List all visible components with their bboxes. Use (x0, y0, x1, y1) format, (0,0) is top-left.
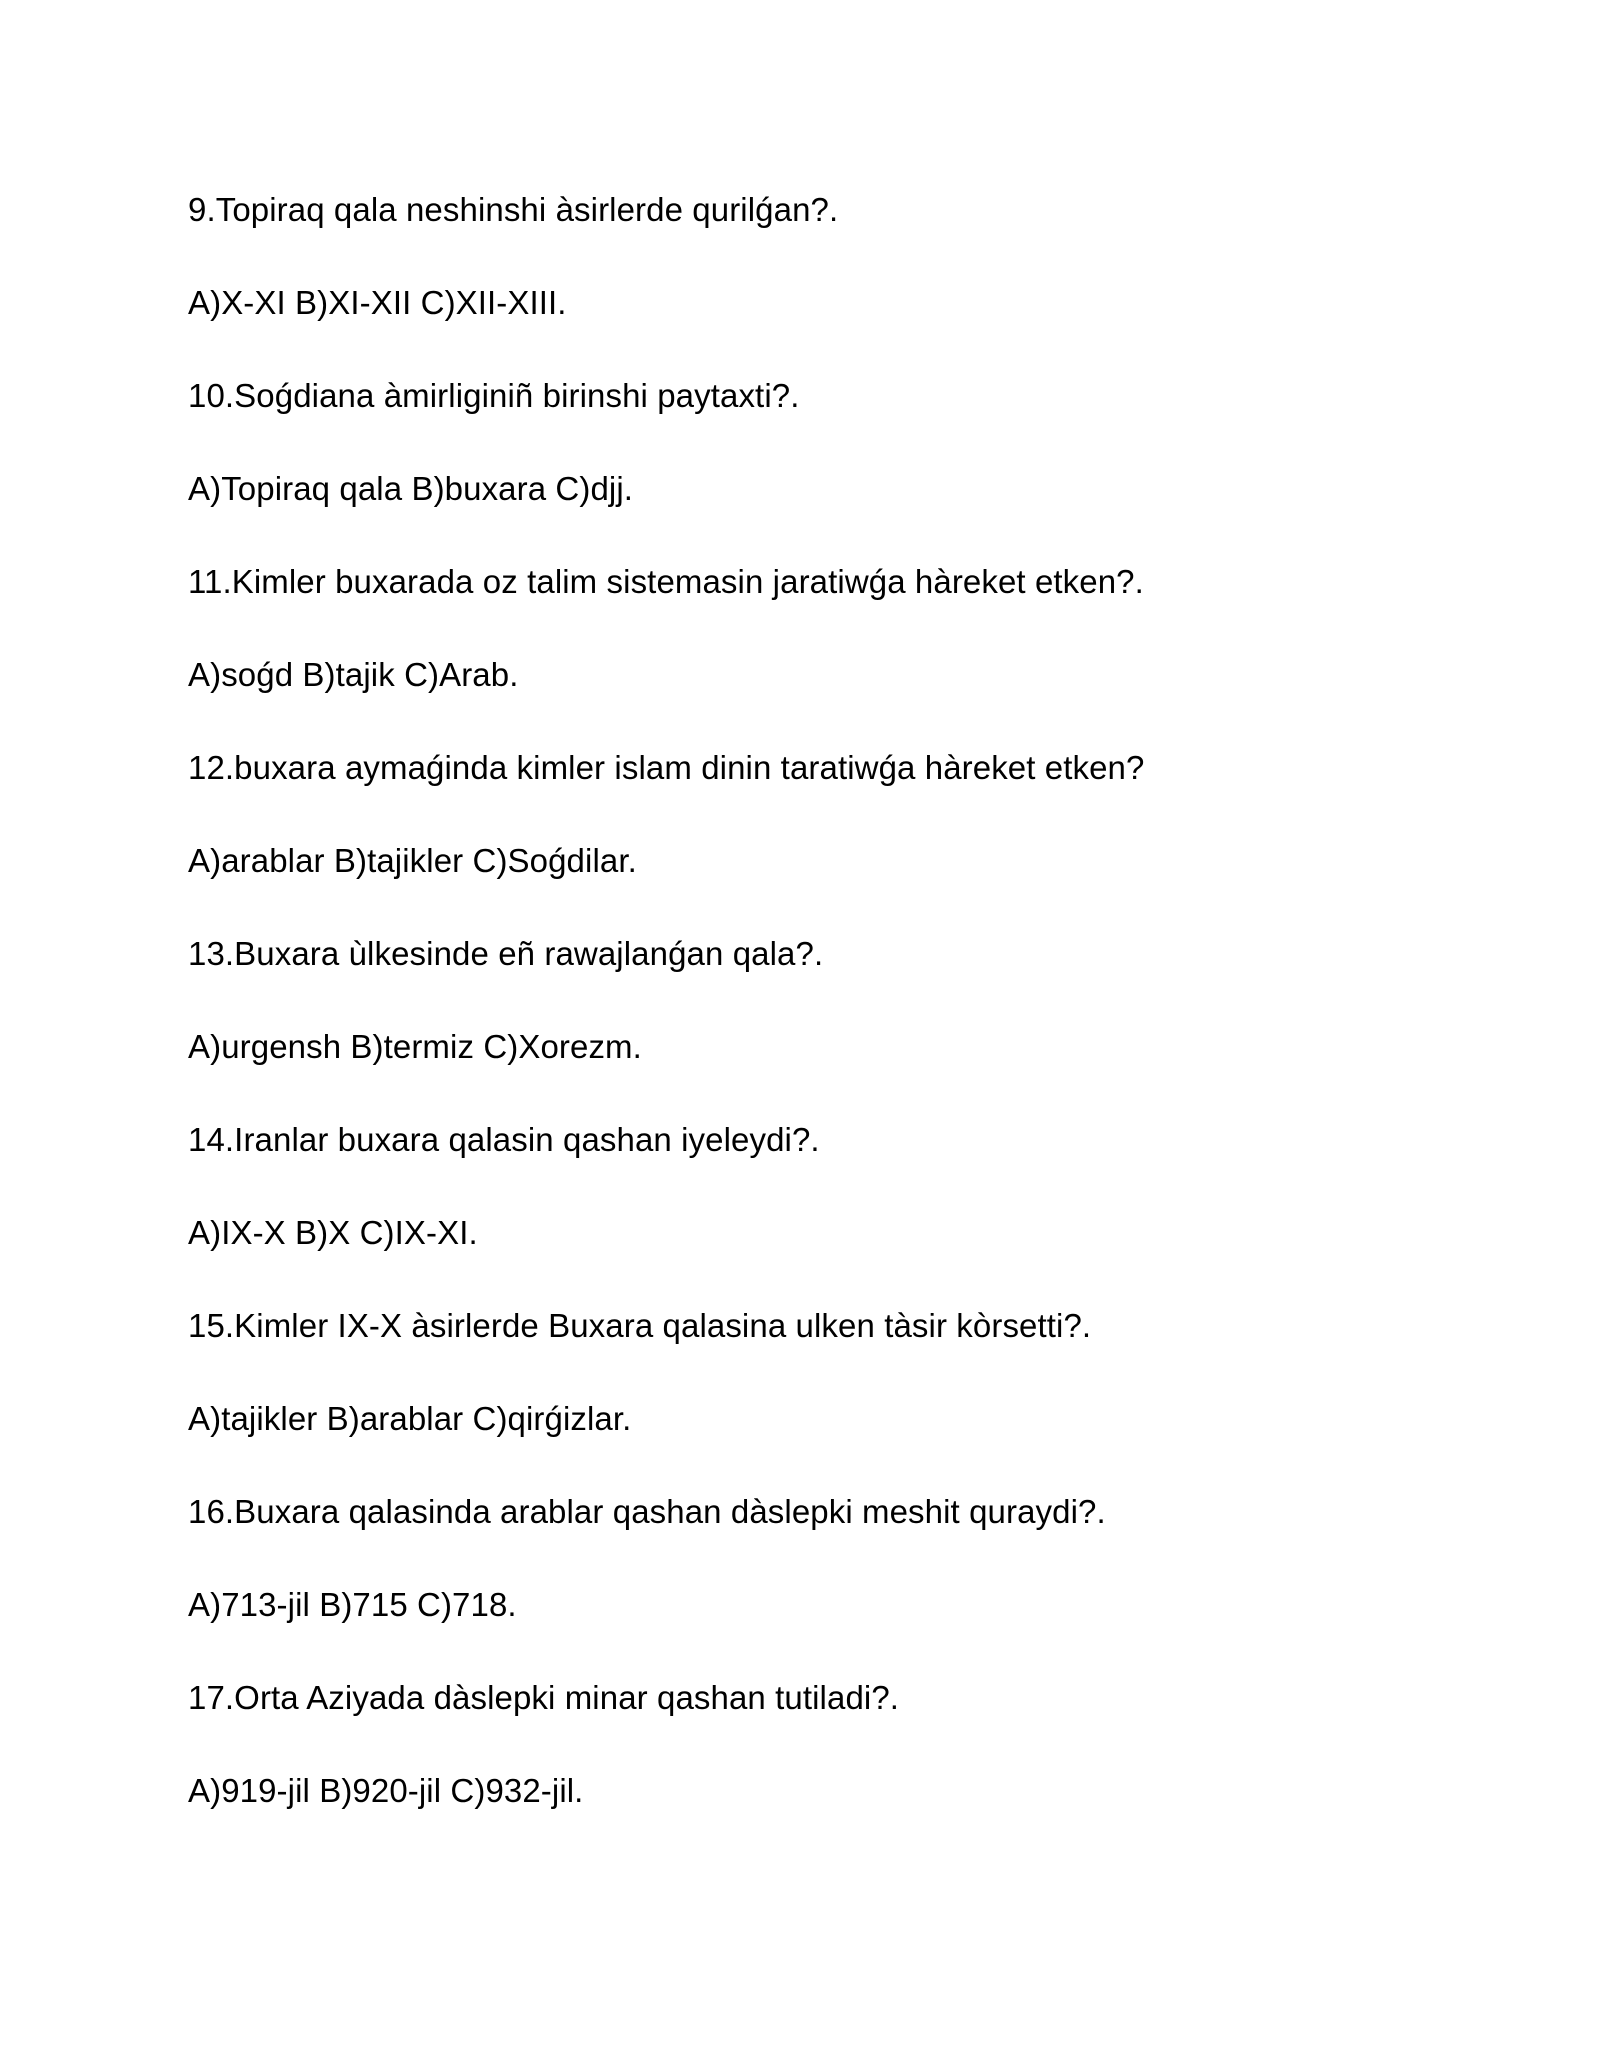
question-13: 13.Buxara ùlkesinde eñ rawajlanǵan qala?. (188, 935, 824, 972)
answers-13: A)urgensh B)termiz C)Xorezm. (188, 1028, 642, 1065)
question-16: 16.Buxara qalasinda arablar qashan dàslepki meshit quraydi?. (188, 1493, 1106, 1530)
question-10: 10.Soǵdiana àmirliginiñ birinshi paytaxti?. (188, 377, 800, 414)
answers-16: A)713-jil B)715 C)718. (188, 1586, 517, 1623)
question-15: 15.Kimler IX-X àsirlerde Buxara qalasina ulken tàsir kòrsetti?. (188, 1307, 1092, 1344)
answers-15: A)tajikler B)arablar C)qirǵizlar. (188, 1400, 632, 1437)
question-14: 14.Iranlar buxara qalasin qashan iyeleydi?. (188, 1121, 820, 1158)
question-11: 11.Kimler buxarada oz talim sistemasin jaratiwǵa hàreket etken?. (188, 563, 1144, 600)
answers-17: A)919-jil B)920-jil C)932-jil. (188, 1772, 584, 1809)
answers-11: A)soǵd B)tajik C)Arab. (188, 656, 519, 693)
question-12: 12.buxara aymaǵinda kimler islam dinin taratiwǵa hàreket etken? (188, 749, 1145, 786)
answers-12: A)arablar B)tajikler C)Soǵdilar. (188, 842, 637, 879)
question-9: 9.Topiraq qala neshinshi àsirlerde qurilǵan?. (188, 191, 839, 228)
answers-10: A)Topiraq qala B)buxara C)djj. (188, 470, 634, 507)
question-list (188, 188, 1488, 1862)
question-17: 17.Orta Aziyada dàslepki minar qashan tutiladi?. (188, 1679, 900, 1716)
answers-14: A)IX-X B)X C)IX-XI. (188, 1214, 478, 1251)
answers-9: A)X-XI B)XI-XII C)XII-XIII. (188, 284, 567, 321)
